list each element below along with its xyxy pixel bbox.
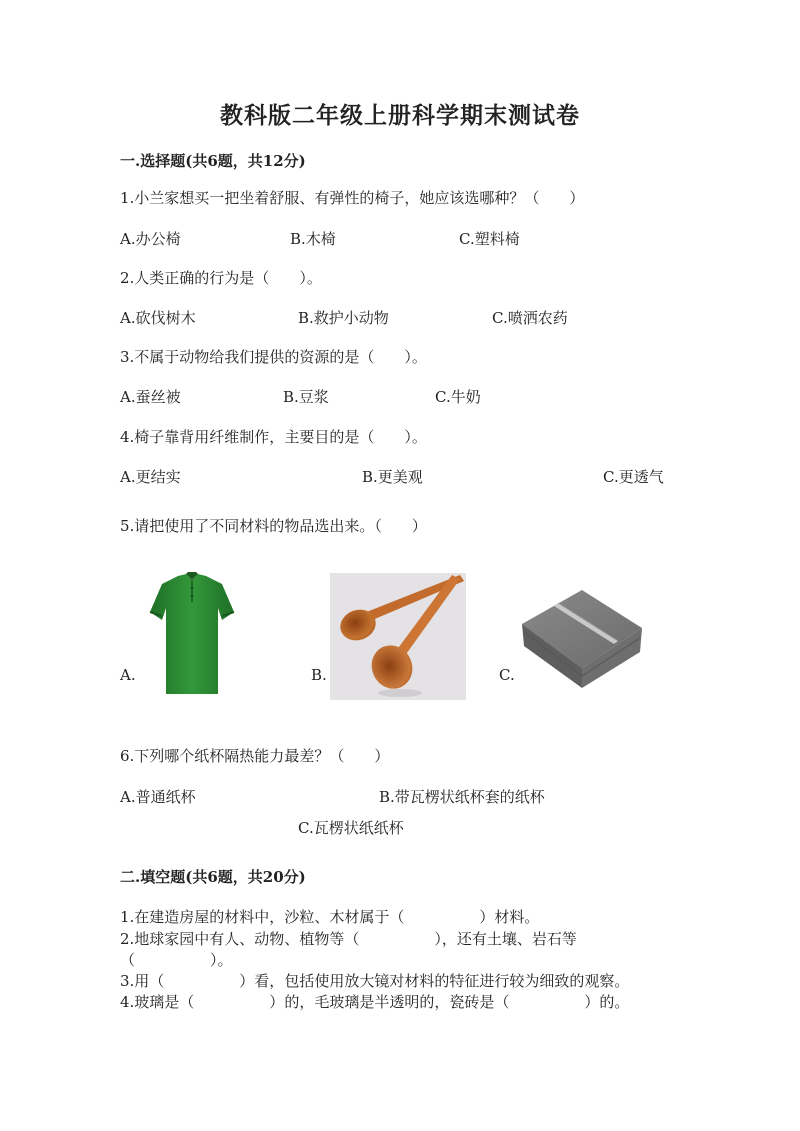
wooden-spoons-image (330, 573, 466, 700)
page-title: 教科版二年级上册科学期末测试卷 (220, 102, 580, 129)
question-5: 5.请把使用了不同材料的物品选出来。（ ） (120, 517, 427, 535)
q5-option-b: B. (311, 666, 327, 684)
q2-option-a: A.砍伐树木 (120, 309, 196, 327)
fill-line-4: 4.玻璃是（ ）的，毛玻璃是半透明的，瓷砖是（ ）的。 (120, 993, 630, 1011)
q6-option-b: B.带瓦楞状纸杯套的纸杯 (379, 788, 545, 806)
folded-towel-image (520, 584, 644, 692)
q4-option-a: A.更结实 (120, 468, 181, 486)
q1-option-a: A.办公椅 (120, 230, 181, 248)
q4-option-b: B.更美观 (362, 468, 423, 486)
q3-option-a: A.蚕丝被 (120, 388, 181, 406)
polo-shirt-image (148, 572, 236, 698)
q1-option-b: B.木椅 (290, 230, 336, 248)
q3-option-b: B.豆浆 (283, 388, 329, 406)
fill-line-2: 2.地球家园中有人、动物、植物等（ ），还有土壤、岩石等 (120, 930, 577, 948)
section-heading-choice: 一.选择题(共6题，共12分) (120, 152, 306, 170)
section-heading-fill: 二.填空题(共6题，共20分) (120, 868, 306, 886)
q2-option-b: B.救护小动物 (298, 309, 389, 327)
q6-option-c: C.瓦楞状纸纸杯 (298, 819, 404, 837)
q2-option-c: C.喷洒农药 (492, 309, 568, 327)
q1-option-c: C.塑料椅 (459, 230, 520, 248)
q5-option-a: A. (120, 666, 136, 684)
fill-line-3: 3.用（ ）看，包括使用放大镜对材料的特征进行较为细致的观察。 (120, 972, 630, 990)
question-6: 6.下列哪个纸杯隔热能力最差？（ ） (120, 747, 390, 765)
q5-option-c: C. (499, 666, 515, 684)
question-3: 3.不属于动物给我们提供的资源的是（ ）。 (120, 348, 427, 366)
q4-option-c: C.更透气 (603, 468, 664, 486)
fill-line-2-cont: （ ）。 (120, 951, 233, 969)
question-2: 2.人类正确的行为是（ ）。 (120, 269, 322, 287)
q3-option-c: C.牛奶 (435, 388, 481, 406)
fill-line-1: 1.在建造房屋的材料中，沙粒、木材属于（ ）材料。 (120, 908, 540, 926)
question-4: 4.椅子靠背用纤维制作，主要目的是（ ）。 (120, 428, 427, 446)
question-1: 1.小兰家想买一把坐着舒服、有弹性的椅子，她应该选哪种？（ ） (120, 189, 585, 207)
q6-option-a: A.普通纸杯 (120, 788, 196, 806)
